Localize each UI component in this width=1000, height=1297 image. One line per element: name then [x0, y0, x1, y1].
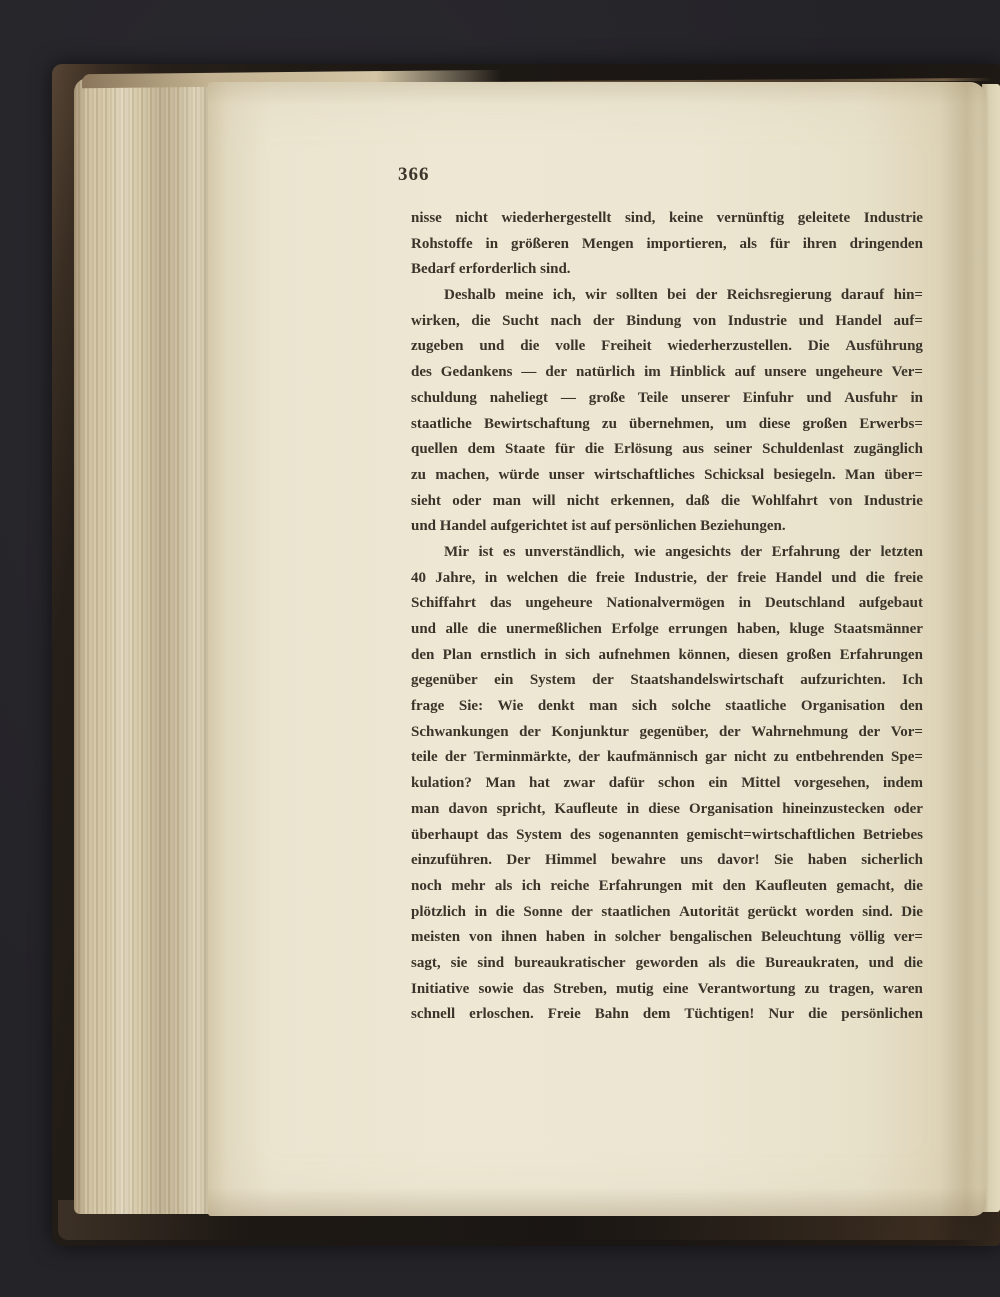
- text-line: Schwankungen der Konjunktur gegenüber, der Wahrnehmung der Vor=: [411, 723, 923, 740]
- text-line: zugeben und die volle Freiheit wiederherzustellen. Die Ausführung: [411, 338, 923, 355]
- text-line: nisse nicht wiederhergestellt sind, keine vernünftig geleitete Industrie: [411, 210, 923, 226]
- text-line: Rohstoffe in größeren Mengen importieren, als für ihren dringenden: [411, 235, 923, 252]
- text-line: zu machen, würde unser wirtschaftliches Schicksal besiegeln. Man über=: [411, 466, 923, 483]
- text-line: einzuführen. Der Himmel bewahre uns davor! Sie haben sicherlich: [411, 852, 923, 869]
- text-line: Deshalb meine ich, wir sollten bei der Reichsregierung darauf hin=: [444, 287, 923, 304]
- page-fore-edges: [74, 78, 214, 1214]
- text-line: wirken, die Sucht nach der Bindung von Industrie und Handel auf=: [411, 312, 923, 329]
- book-page: [208, 82, 986, 1216]
- text-line: schnell erloschen. Freie Bahn dem Tüchtigen! Nur die persönlichen: [411, 1006, 923, 1023]
- text-line: sieht oder man will nicht erkennen, daß die Wohlfahrt von Industrie: [411, 492, 923, 509]
- text-line: und alle die unermeßlichen Erfolge errungen haben, kluge Staatsmänner: [411, 621, 923, 637]
- text-line: Bedarf erforderlich sind.: [411, 261, 571, 278]
- text-line: des Gedankens — der natürlich im Hinblick auf unsere ungeheure Ver=: [411, 364, 923, 381]
- book: [52, 64, 1000, 1246]
- text-line: frage Sie: Wie denkt man sich solche staatliche Organisation den: [411, 698, 923, 715]
- text-line: und Handel aufgerichtet ist auf persönlichen Beziehungen.: [411, 518, 786, 535]
- text-line: plötzlich in die Sonne der staatlichen Autorität gerückt worden sind. Die: [411, 903, 923, 920]
- text-line: quellen dem Staate für die Erlösung aus seiner Schuldenlast zugänglich: [411, 441, 923, 458]
- text-line: man davon spricht, Kaufleute in diese Organisation hineinzustecken oder: [411, 800, 923, 817]
- text-line: 40 Jahre, in welchen die freie Industrie, der freie Handel und die freie: [411, 569, 923, 586]
- text-line: schuldung naheliegt — große Teile unserer Einfuhr und Ausfuhr in: [411, 389, 923, 406]
- text-line: überhaupt das System des sogenannten gemischt=wirtschaftlichen Betriebes: [411, 826, 923, 843]
- page-number: 366: [398, 164, 430, 185]
- text-line: Initiative sowie das Streben, mutig eine Verantwortung zu tragen, waren: [411, 980, 923, 997]
- text-line: den Plan ernstlich in sich aufnehmen können, diesen großen Erfahrungen: [411, 646, 923, 663]
- text-line: Mir ist es unverständlich, wie angesichts der Erfahrung der letzten: [444, 543, 923, 560]
- text-line: kulation? Man hat zwar dafür schon ein Mittel vorgesehen, indem: [411, 775, 923, 792]
- text-line: staatliche Bewirtschaftung zu übernehmen, um diese großen Erwerbs=: [411, 415, 923, 432]
- text-line: sagt, sie sind bureaukratischer geworden als die Bureaukraten, und die: [411, 954, 923, 971]
- text-line: noch mehr als ich reiche Erfahrungen mit den Kaufleuten gemacht, die: [411, 877, 923, 894]
- text-line: teile der Terminmärkte, der kaufmännisch gar nicht zu entbehrenden Spe=: [411, 749, 923, 766]
- text-line: gegenüber ein System der Staatshandelswirtschaft aufzurichten. Ich: [411, 672, 923, 689]
- text-block: [411, 206, 923, 1028]
- text-line: meisten von ihnen haben in solcher bengalischen Beleuchtung völlig ver=: [411, 929, 923, 946]
- text-line: Schiffahrt das ungeheure Nationalvermögen in Deutschland aufgebaut: [411, 595, 923, 612]
